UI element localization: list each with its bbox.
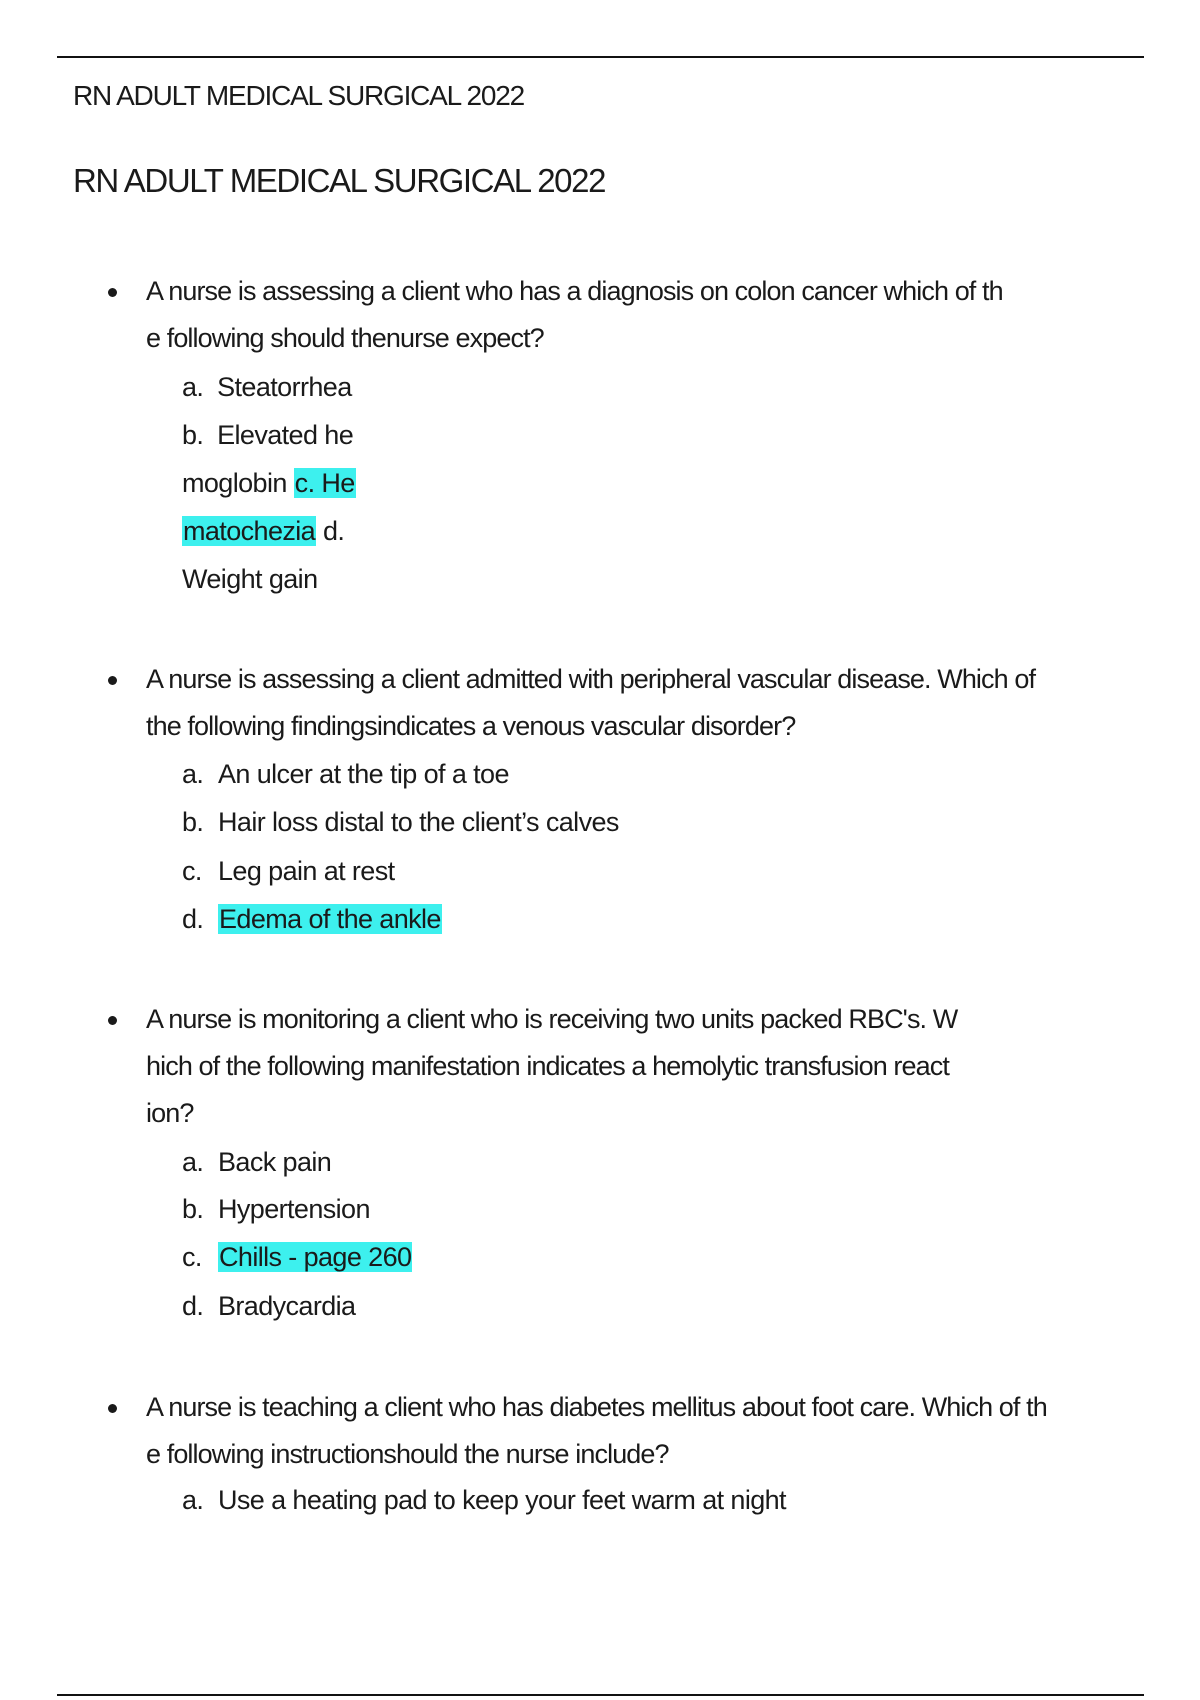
stem-line: e following should thenurse expect? <box>146 323 544 353</box>
option-d: d. Edema of the ankle <box>182 904 441 934</box>
stem-line: A nurse is assessing a client who has a diagnosis on colon cancer which of th <box>146 276 1003 306</box>
option-text: d. <box>316 516 345 546</box>
option-a: a. Steatorrhea <box>182 372 352 402</box>
stem-line: A nurse is assessing a client admitted with peripheral vascular disease. Which of <box>146 664 1036 694</box>
option-b: b. Hair loss distal to the client’s calves <box>182 807 619 837</box>
bullet-icon <box>108 1016 117 1025</box>
bottom-rule <box>57 1694 1144 1696</box>
stem-line: the following findingsindicates a venous vascular disorder? <box>146 711 796 741</box>
stem-line: ion? <box>146 1098 194 1128</box>
option-a: a. Use a heating pad to keep your feet warm at night <box>182 1485 786 1515</box>
question-stem <box>146 1384 1146 1478</box>
option-line <box>182 459 356 507</box>
top-rule <box>57 56 1144 58</box>
question-stem <box>146 996 1146 1137</box>
document-title: RN ADULT MEDICAL SURGICAL 2022 <box>73 162 606 199</box>
running-header-title: RN ADULT MEDICAL SURGICAL 2022 <box>73 80 525 111</box>
question-stem <box>146 656 1146 750</box>
option-c: c. Chills - page 260 <box>182 1242 412 1272</box>
option-b: b. Hypertension <box>182 1194 370 1224</box>
highlighted-answer: Edema of the ankle <box>219 904 441 934</box>
bullet-icon <box>108 1404 117 1413</box>
stem-line: hich of the following manifestation indicates a hemolytic transfusion react <box>146 1051 949 1081</box>
option-text: moglobin <box>182 468 294 498</box>
stem-line: e following instructionshould the nurse include? <box>146 1439 669 1469</box>
highlighted-answer: matochezia <box>183 516 316 546</box>
option-c: c. Leg pain at rest <box>182 856 395 886</box>
bullet-icon <box>108 676 117 685</box>
question-stem <box>146 268 1146 362</box>
option-d: Weight gain <box>182 564 318 594</box>
highlighted-answer: Chills - page 260 <box>219 1242 412 1272</box>
stem-line: A nurse is teaching a client who has diabetes mellitus about foot care. Which of th <box>146 1392 1047 1422</box>
stem-line: A nurse is monitoring a client who is receiving two units packed RBC's. W <box>146 1004 958 1034</box>
option-b: b. Elevated he <box>182 420 354 450</box>
bullet-icon <box>108 288 117 297</box>
option-line <box>182 507 344 555</box>
option-d: d. Bradycardia <box>182 1291 356 1321</box>
option-a: a. Back pain <box>182 1147 332 1177</box>
option-a: a. An ulcer at the tip of a toe <box>182 759 509 789</box>
highlighted-answer: c. He <box>294 468 355 498</box>
